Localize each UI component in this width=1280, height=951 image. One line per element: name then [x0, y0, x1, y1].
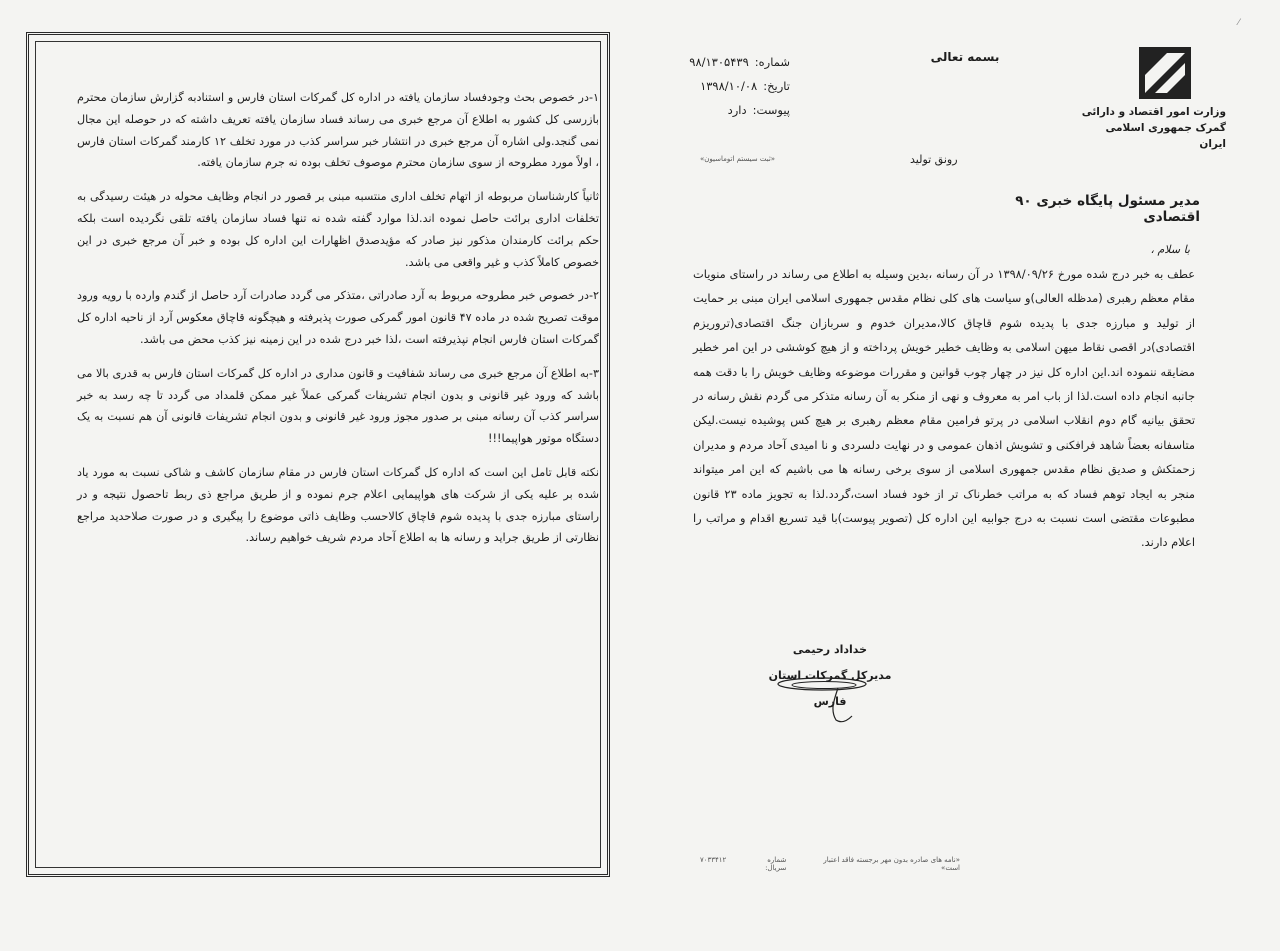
handwritten-signature [772, 670, 882, 725]
letter-body: عطف به خبر درج شده مورخ ۱۳۹۸/۰۹/۲۶ در آن رسانه ،بدین وسیله به اطلاع می رساند در راستای منویات مقام معظم رهبری (مدظله العالی)و سیاست های کلی نظام مقدس جمهوری اسلامی ایران مبنی بر حمایت از تولید و مبارزه جدی با پدیده شوم قاچاق کالا،مدیران خدوم و سربازان جنگ اقتصادی(تروریزم اقتصادی)در اقصی نقاط میهن اسلامی به وظایف خطیر خویش پرداخته و از هیچ کوششی در این امر خطیر مضایقه ننموده اند.این اداره کل نیز در چهار چوب قوانین و مقررات موضوعه وظایف خویش را با دقت همه جانبه انجام داده است.لذا از باب امر به معروف و نهی از منکر به آن رسانه متذکر می گردم نقش رسانه در تحقق بیانیه گام دوم انقلاب اسلامی در پرتو فرامین مقام معظم رهبری بر هیچ کس پوشیده نیست.لیکن متاسفانه بعضاً شاهد فرافکنی و تشویش اذهان عمومی و در نهایت دلسردی و نا امیدی آحاد مردم و مدیران زحمتکش و صدیق نظام مقدس جمهوری اسلامی از سوی برخی رسانه ها می باشیم که این امر میتواند منجر به ایجاد توهم فساد که به مراتب خطرناک تر از خود فساد است،گردد.لذا به تجویز ماده ۲۳ قانون مطبوعات مقتضی است نسبت به درج جوابیه این اداره کل (تصویر پیوست)با قید تسریع اقدام و مراتب را اعلام دارند. [693, 267, 1196, 550]
footer-note [700, 856, 960, 872]
signer-name: خداداد رحیمی [792, 643, 868, 656]
left-page-frame [26, 32, 610, 877]
number-value: ۹۸/۱۳۰۵۴۳۹ [689, 55, 749, 69]
ministry-line-1: وزارت امور اقتصاد و دارائی [1081, 106, 1226, 118]
addressee: مدیر مسئول پایگاه خبری ۹۰ اقتصادی [1015, 193, 1200, 225]
date-label: تاریخ: [763, 79, 790, 93]
footer-serial-label: شماره سریال: [765, 856, 787, 872]
left-paragraph-2: ثانیاً کارشناسان مربوطه از اتهام تخلف اداری منتسبه مبنی بر قصور در انجام وظایف محوله در هیئت رسیدگی به تخلفات اداری برائت حاصل نموده اند.لذا موارد گفته شده نه تنها فساد سازمان یافته تلقی نگردیده است بلکه حکم برائت کارمندان مذکور نیز صادر که مؤیدصدق اظهارات این اداره کل بوده و خبر آن مرجع خبری در این خصوص کاملاً کذب و غیر واقعی می باشد. [77, 190, 599, 269]
customs-logo-icon [1137, 45, 1193, 101]
ministry-header [1080, 104, 1226, 152]
left-paragraph-4: ۳-به اطلاع آن مرجع خبری می رساند شفافیت و قانون مداری در اداره کل گمرکات استان فارس به قدری بالا می باشد که ورود غیر قانونی و بدون انجام تشریفات گمرکی عملاً غیر ممکن قلمداد می گردد تا چه رسد به خبر سراسر کذب آن رسانه مبنی بر صدور مجوز ورود غیر قانونی و بدون انجام تشریفات قانونی آن هم نسبت به یک دستگاه موتور هواپیما!!! [77, 366, 599, 446]
left-page-text [77, 87, 599, 561]
letter-meta [640, 50, 790, 122]
meta-number-row [640, 50, 790, 74]
salutation: با سلام ، [1150, 243, 1190, 256]
automation-stamp-note: «ثبت سیستم اتوماسیون» [700, 155, 776, 163]
signer-title: مدیرکل گمرکات استان فارس [768, 669, 892, 708]
left-paragraph-5: نکته قابل تامل این است که اداره کل گمرکات استان فارس در مقام سازمان کاشف و شاکی نسبت به مورد یاد شده بر علیه یکی از شرکت های هواپیمایی اعلام جرم نموده و از طریق مراجع ذی ربط تاحصول نتیجه و در راستای مبارزه جدی با پدیده شوم قاچاق کالاحسب وظایف ذاتی موضوع را پیگیری و در صورت صلاحدید مراجع نظارتی از طریق جراید و رسانه ها به اطلاع آحاد مردم شریف خواهیم رساند. [77, 465, 599, 545]
date-value: ۱۳۹۸/۱۰/۰۸ [700, 79, 758, 93]
attachment-label: پیوست: [752, 103, 790, 117]
left-paragraph-1: ۱-در خصوص بحث وجودفساد سازمان یافته در اداره کل گمرکات استان فارس و استنادبه گزارش سازمان محترم بازرسی کل کشور به اطلاع آن مرجع خبری می رساند فساد سازمان یافته تعریف داشته که در حوصله این مجال نمی گنجد.ولی اشاره آن مرجع خبری در انتشار خبر سراسر کذب در مورد تخلف ۱۲ کارمند گمرکات استان فارس ، اولاً مورد مطروحه از سوی سازمان محترم موصوف تخلف بوده نه جرم سازمان یافته. [77, 91, 599, 170]
footer-serial-value: ۷۰۳۳۴۱۲ [700, 856, 727, 864]
meta-date-row [640, 74, 790, 98]
ministry-line-2: گمرک جمهوری اسلامی ایران [1105, 122, 1226, 150]
attachment-value: دارد [727, 103, 747, 117]
corner-mark: ⁄ [1238, 18, 1240, 28]
number-label: شماره: [754, 55, 790, 69]
cc-slogan: رونق تولید [910, 153, 958, 166]
footer-validity-note: «نامه های صادره بدون مهر برجسته فاقد اعتبار است» [823, 856, 960, 872]
meta-attachment-row [640, 98, 790, 122]
left-paragraph-3: ۲-در خصوص خبر مطروحه مربوط به آرد صادراتی ،متذکر می گردد صادرات آرد حاصل از گندم وارده با رویه ورود موقت تصریح شده در ماده ۴۷ قانون امور گمرکی صورت پذیرفته و هیچگونه قاچاق معکوس آرد از ناحیه اداره کل گمرکات استان فارس انجام نپذیرفته است ،لذا خبر درج شده در این زمینه نیز کذب محض می باشد. [77, 289, 599, 346]
basmala: بسمه تعالی [930, 50, 1000, 64]
